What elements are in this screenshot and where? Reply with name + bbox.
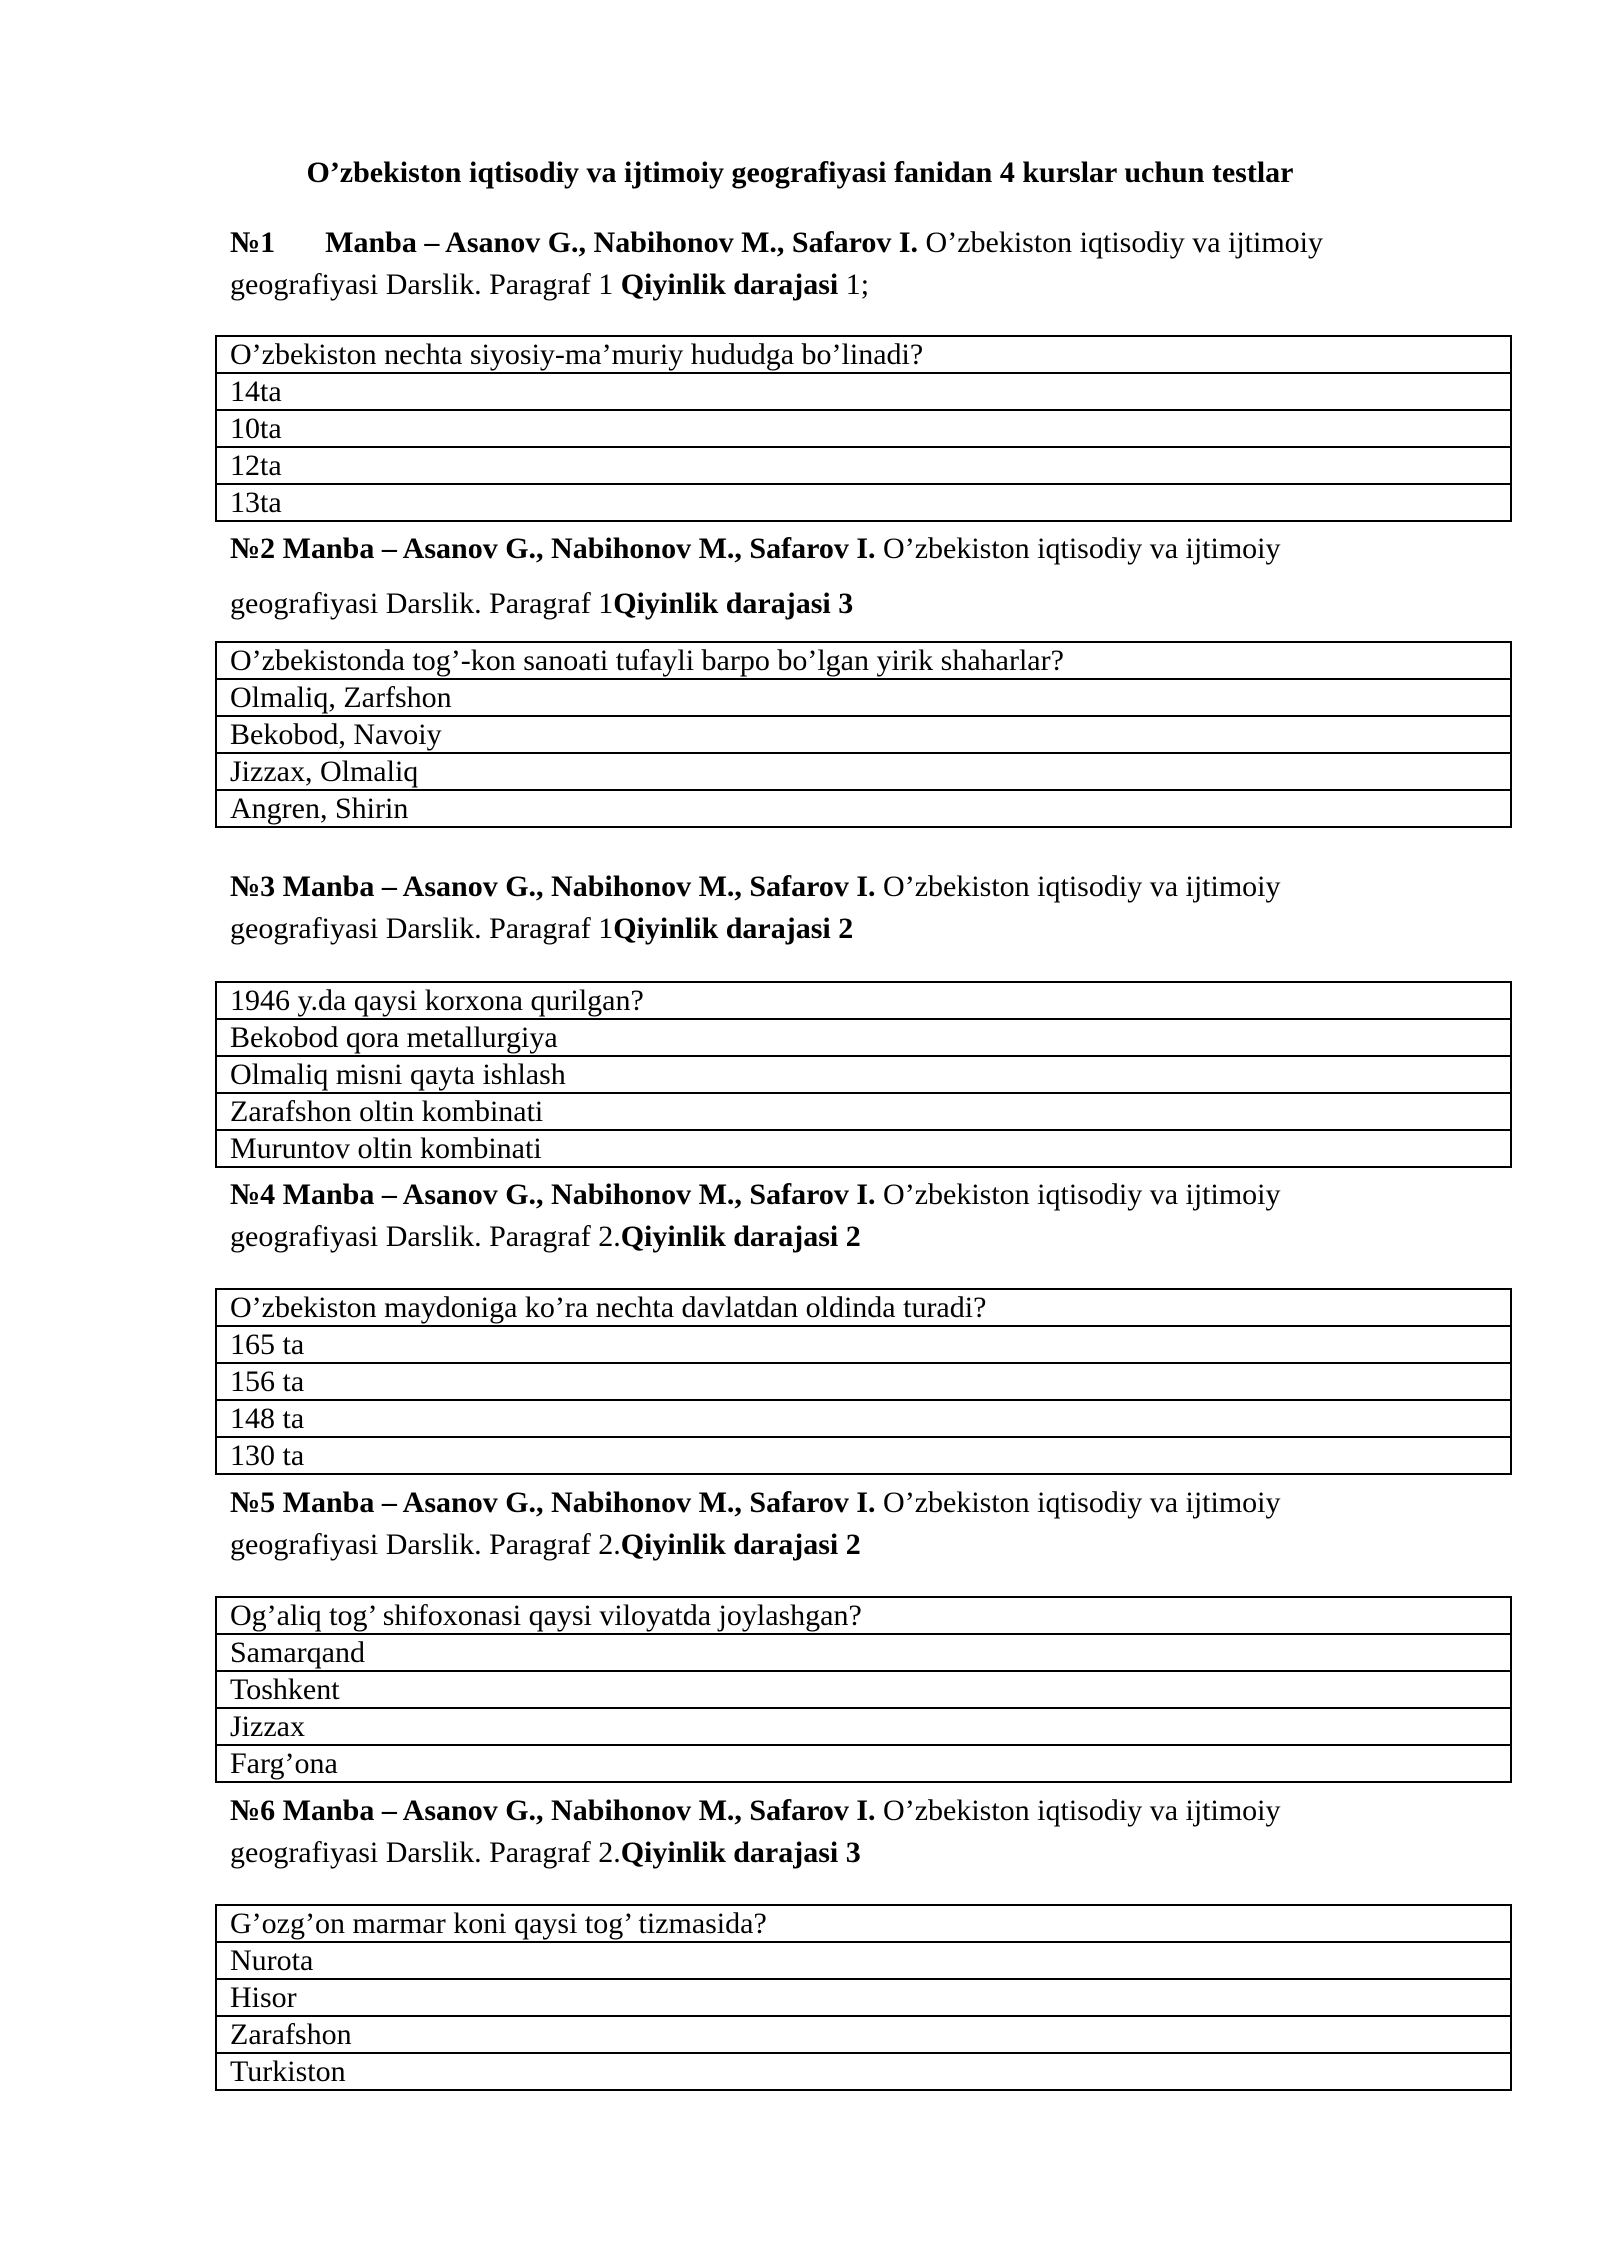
source-title: O’zbekiston iqtisodiy va ijtimoiy bbox=[875, 1794, 1281, 1827]
option-row bbox=[216, 410, 1511, 447]
question-text: O’zbekiston maydoniga ko’ra nechta davlatdan oldinda turadi? bbox=[216, 1289, 1511, 1326]
option-row bbox=[216, 753, 1511, 790]
question-number: №3 bbox=[230, 870, 276, 903]
question-2-header bbox=[230, 528, 1470, 625]
option-text: Olmaliq, Zarfshon bbox=[216, 679, 1511, 716]
question-4-header bbox=[230, 1174, 1470, 1258]
question-6-header bbox=[230, 1790, 1470, 1874]
source-line-1 bbox=[230, 1482, 1470, 1524]
option-text: Jizzax, Olmaliq bbox=[216, 753, 1511, 790]
option-row bbox=[216, 1326, 1511, 1363]
question-number: №4 bbox=[230, 1178, 276, 1211]
source-line-2 bbox=[230, 264, 1470, 306]
source-line-2 bbox=[230, 908, 1470, 950]
question-row bbox=[216, 642, 1511, 679]
source-authors: Manba – Asanov G., Nabihonov M., Safarov I. bbox=[275, 1794, 876, 1827]
option-row bbox=[216, 484, 1511, 521]
option-text: 14ta bbox=[216, 373, 1511, 410]
option-text: Samarqand bbox=[216, 1634, 1511, 1671]
option-row bbox=[216, 1745, 1511, 1782]
question-row bbox=[216, 1905, 1511, 1942]
option-row bbox=[216, 790, 1511, 827]
source-title: O’zbekiston iqtisodiy va ijtimoiy bbox=[918, 226, 1324, 259]
source-book: geografiyasi Darslik. Paragraf 2. bbox=[230, 1220, 621, 1253]
option-text: 130 ta bbox=[216, 1437, 1511, 1474]
source-title: O’zbekiston iqtisodiy va ijtimoiy bbox=[875, 1178, 1281, 1211]
question-number: №5 bbox=[230, 1486, 276, 1519]
option-row bbox=[216, 716, 1511, 753]
source-book: geografiyasi Darslik. Paragraf 1 bbox=[230, 268, 621, 301]
document-title: O’zbekiston iqtisodiy va ijtimoiy geografiyasi fanidan 4 kurslar uchun testlar bbox=[306, 156, 1294, 189]
question-number: №1 bbox=[230, 226, 276, 259]
question-5-table bbox=[215, 1596, 1512, 1783]
question-2-table bbox=[215, 641, 1512, 828]
question-number: №2 bbox=[230, 532, 276, 565]
source-line-1 bbox=[230, 1790, 1470, 1832]
option-text: Zarafshon bbox=[216, 2016, 1511, 2053]
option-text: Zarafshon oltin kombinati bbox=[216, 1093, 1511, 1130]
option-text: Bekobod, Navoiy bbox=[216, 716, 1511, 753]
source-line-1 bbox=[230, 1174, 1470, 1216]
option-row bbox=[216, 1979, 1511, 2016]
question-6-table bbox=[215, 1904, 1512, 2091]
question-row bbox=[216, 1597, 1511, 1634]
source-line-1 bbox=[230, 528, 1470, 570]
difficulty-label: Qiyinlik darajasi 2 bbox=[613, 912, 854, 945]
option-row bbox=[216, 2053, 1511, 2090]
option-text: 156 ta bbox=[216, 1363, 1511, 1400]
source-title: O’zbekiston iqtisodiy va ijtimoiy bbox=[875, 870, 1281, 903]
option-text: Jizzax bbox=[216, 1708, 1511, 1745]
option-row bbox=[216, 1130, 1511, 1167]
option-row bbox=[216, 679, 1511, 716]
option-text: 148 ta bbox=[216, 1400, 1511, 1437]
option-row bbox=[216, 1634, 1511, 1671]
option-row bbox=[216, 1056, 1511, 1093]
source-line-2 bbox=[230, 583, 1470, 625]
question-text: O’zbekistonda tog’-kon sanoati tufayli barpo bo’lgan yirik shaharlar? bbox=[216, 642, 1511, 679]
option-row bbox=[216, 1400, 1511, 1437]
option-text: 10ta bbox=[216, 410, 1511, 447]
question-text: Og’aliq tog’ shifoxonasi qaysi viloyatda joylashgan? bbox=[216, 1597, 1511, 1634]
option-text: Hisor bbox=[216, 1979, 1511, 2016]
option-text: Muruntov oltin kombinati bbox=[216, 1130, 1511, 1167]
difficulty-value: 1; bbox=[838, 268, 870, 301]
question-4-table bbox=[215, 1288, 1512, 1475]
option-row bbox=[216, 1019, 1511, 1056]
difficulty-label: Qiyinlik darajasi 2 bbox=[620, 1220, 861, 1253]
question-1-header bbox=[230, 222, 1470, 306]
question-row bbox=[216, 982, 1511, 1019]
option-row bbox=[216, 1671, 1511, 1708]
difficulty-label: Qiyinlik darajasi 2 bbox=[620, 1528, 861, 1561]
option-text: 165 ta bbox=[216, 1326, 1511, 1363]
source-line-2 bbox=[230, 1524, 1470, 1566]
difficulty-label: Qiyinlik darajasi 3 bbox=[613, 587, 854, 620]
source-authors: Manba – Asanov G., Nabihonov M., Safarov I. bbox=[275, 1178, 876, 1211]
question-1-table bbox=[215, 335, 1512, 522]
question-text: G’ozg’on marmar koni qaysi tog’ tizmasida? bbox=[216, 1905, 1511, 1942]
option-row bbox=[216, 1437, 1511, 1474]
source-line-1 bbox=[230, 866, 1470, 908]
source-authors: Manba – Asanov G., Nabihonov M., Safarov I. bbox=[275, 870, 876, 903]
option-row bbox=[216, 1093, 1511, 1130]
option-text: Angren, Shirin bbox=[216, 790, 1511, 827]
option-row bbox=[216, 1363, 1511, 1400]
source-authors: Manba – Asanov G., Nabihonov M., Safarov I. bbox=[325, 226, 919, 259]
question-5-header bbox=[230, 1482, 1470, 1566]
option-text: Turkiston bbox=[216, 2053, 1511, 2090]
option-row bbox=[216, 2016, 1511, 2053]
question-number: №6 bbox=[230, 1794, 276, 1827]
option-row bbox=[216, 1942, 1511, 1979]
question-row bbox=[216, 1289, 1511, 1326]
source-title: O’zbekiston iqtisodiy va ijtimoiy bbox=[875, 532, 1281, 565]
question-text: 1946 y.da qaysi korxona qurilgan? bbox=[216, 982, 1511, 1019]
option-text: Nurota bbox=[216, 1942, 1511, 1979]
source-authors: Manba – Asanov G., Nabihonov M., Safarov I. bbox=[275, 532, 876, 565]
option-text: Bekobod qora metallurgiya bbox=[216, 1019, 1511, 1056]
question-3-table bbox=[215, 981, 1512, 1168]
option-text: Olmaliq misni qayta ishlash bbox=[216, 1056, 1511, 1093]
option-text: Farg’ona bbox=[216, 1745, 1511, 1782]
source-line-2 bbox=[230, 1832, 1470, 1874]
question-3-header bbox=[230, 866, 1470, 950]
source-book: geografiyasi Darslik. Paragraf 2. bbox=[230, 1528, 621, 1561]
option-text: 12ta bbox=[216, 447, 1511, 484]
source-book: geografiyasi Darslik. Paragraf 1 bbox=[230, 587, 614, 620]
question-text: O’zbekiston nechta siyosiy-ma’muriy hududga bo’linadi? bbox=[216, 336, 1511, 373]
option-row bbox=[216, 373, 1511, 410]
option-text: 13ta bbox=[216, 484, 1511, 521]
source-line-2 bbox=[230, 1216, 1470, 1258]
source-authors: Manba – Asanov G., Nabihonov M., Safarov I. bbox=[275, 1486, 876, 1519]
source-title: O’zbekiston iqtisodiy va ijtimoiy bbox=[875, 1486, 1281, 1519]
question-row bbox=[216, 336, 1511, 373]
option-row bbox=[216, 1708, 1511, 1745]
option-row bbox=[216, 447, 1511, 484]
difficulty-label: Qiyinlik darajasi 3 bbox=[620, 1836, 861, 1869]
source-book: geografiyasi Darslik. Paragraf 1 bbox=[230, 912, 614, 945]
source-line-1 bbox=[230, 222, 1470, 264]
source-book: geografiyasi Darslik. Paragraf 2. bbox=[230, 1836, 621, 1869]
option-text: Toshkent bbox=[216, 1671, 1511, 1708]
difficulty-label: Qiyinlik darajasi bbox=[620, 268, 839, 301]
